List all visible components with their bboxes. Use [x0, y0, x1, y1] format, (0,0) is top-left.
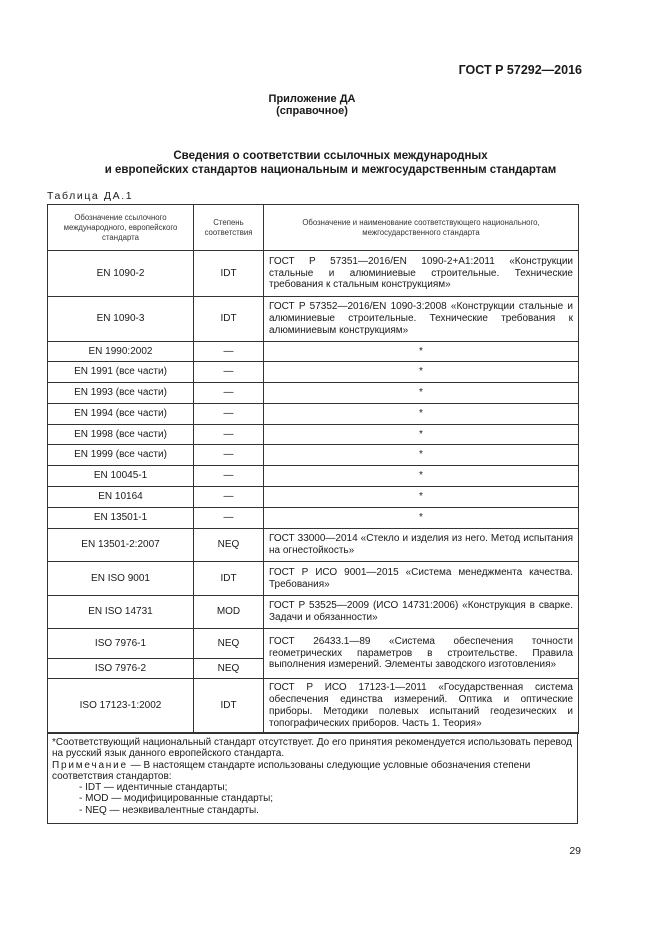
national-cell: *	[264, 466, 579, 487]
national-cell: *	[264, 362, 579, 383]
degree-cell: —	[194, 445, 264, 466]
national-cell: *	[264, 342, 579, 362]
national-cell: *	[264, 487, 579, 508]
national-cell: ГОСТ 33000—2014 «Стекло и изделия из него. Метод испытания на огнестойкость»	[264, 529, 579, 562]
table-row	[48, 445, 579, 466]
degree-cell: —	[194, 342, 264, 362]
degree-cell: —	[194, 383, 264, 404]
table-label: Таблица ДА.1	[47, 190, 134, 202]
national-cell: ГОСТ 26433.1—89 «Система обеспечения точности геометрических параметров в строительстве. Правила выполнения измерений. Элементы заводского изготовления»	[264, 629, 579, 679]
reference-cell: EN 1993 (все части)	[48, 383, 194, 404]
table-row	[48, 679, 579, 734]
note-paragraph	[52, 760, 573, 783]
list-item: - NEQ — неэквивалентные стандарты.	[79, 804, 259, 816]
degree-cell: —	[194, 425, 264, 445]
table-footnote	[47, 737, 578, 816]
degree-cell: IDT	[194, 562, 264, 596]
national-cell: *	[264, 425, 579, 445]
national-cell: ГОСТ Р 53525—2009 (ИСО 14731:2006) «Конструкция в сварке. Задачи и обязанности»	[264, 596, 579, 629]
reference-cell: EN 13501-2:2007	[48, 529, 194, 562]
reference-cell: EN 1990:2002	[48, 342, 194, 362]
reference-cell: EN 1090-2	[48, 251, 194, 297]
national-cell: *	[264, 383, 579, 404]
note-list	[52, 782, 573, 816]
table-row	[48, 596, 579, 629]
reference-cell: EN 10045-1	[48, 466, 194, 487]
section-heading	[0, 149, 661, 177]
degree-cell: IDT	[194, 251, 264, 297]
national-cell: *	[264, 445, 579, 466]
column-header-degree: Степень соответствия	[194, 205, 264, 251]
table-row	[48, 297, 579, 342]
reference-cell: EN 10164	[48, 487, 194, 508]
table-header-row	[48, 205, 579, 251]
national-cell: ГОСТ Р ИСО 9001—2015 «Система менеджмента качества. Требования»	[264, 562, 579, 596]
degree-cell: —	[194, 466, 264, 487]
table-row	[48, 508, 579, 529]
reference-cell: EN 1998 (все части)	[48, 425, 194, 445]
reference-cell: EN ISO 14731	[48, 596, 194, 629]
degree-cell: —	[194, 508, 264, 529]
reference-cell: ISO 7976-2	[48, 659, 194, 679]
degree-cell: NEQ	[194, 529, 264, 562]
table-row	[48, 362, 579, 383]
document-code: ГОСТ Р 57292—2016	[458, 63, 582, 77]
reference-cell: EN 1090-3	[48, 297, 194, 342]
reference-cell: ISO 7976-1	[48, 629, 194, 659]
column-header-reference: Обозначение ссылочного международного, европейского стандарта	[48, 205, 194, 251]
reference-cell: EN 1991 (все части)	[48, 362, 194, 383]
national-cell: ГОСТ Р 57352—2016/EN 1090-3:2008 «Конструкции стальные и алюминиевые строительные. Технические требования к алюминиевым конструкциям»	[264, 297, 579, 342]
national-cell: ГОСТ Р 57351—2016/EN 1090-2+A1:2011 «Конструкции стальные и алюминиевые строительные. Технические требования к стальным конструкциям»	[264, 251, 579, 297]
reference-cell: EN 1994 (все части)	[48, 404, 194, 425]
degree-cell: IDT	[194, 297, 264, 342]
table-row	[48, 404, 579, 425]
annex-title: Приложение ДА	[268, 93, 356, 105]
table-row	[48, 529, 579, 562]
note-text: — В настоящем стандарте использованы следующие условные обозначения степени соответствия стандартов:	[52, 759, 531, 782]
table-row	[48, 342, 579, 362]
annex-subtitle: (справочное)	[276, 105, 348, 117]
table-row	[48, 251, 579, 297]
reference-cell: EN 13501-1	[48, 508, 194, 529]
page-number: 29	[569, 845, 581, 857]
list-item: - MOD — модифицированные стандарты;	[79, 793, 274, 805]
heading-line-2: и европейских стандартов национальным и межгосударственным стандартам	[104, 164, 557, 176]
table-row	[48, 466, 579, 487]
degree-cell: —	[194, 404, 264, 425]
note-label: Примечание	[52, 759, 128, 771]
table-row	[48, 383, 579, 404]
table-row	[48, 629, 579, 659]
degree-cell: IDT	[194, 679, 264, 734]
asterisk-note: *Соответствующий национальный стандарт отсутствует. До его принятия рекомендуется использовать перевод на русский язык данного европейского стандарта.	[52, 737, 572, 760]
table-row	[48, 487, 579, 508]
degree-cell: —	[194, 487, 264, 508]
national-cell: *	[264, 404, 579, 425]
degree-cell: MOD	[194, 596, 264, 629]
national-cell: ГОСТ Р ИСО 17123-1—2011 «Государственная система обеспечения единства измерений. Оптика и оптические приборы. Методики полевых испытаний геодезических и топографических приборов. Часть 1. Теория»	[264, 679, 579, 734]
reference-cell: ISO 17123-1:2002	[48, 679, 194, 734]
national-cell: *	[264, 508, 579, 529]
reference-cell: EN ISO 9001	[48, 562, 194, 596]
column-header-national: Обозначение и наименование соответствующего национального, межгосударственного стандарта	[264, 205, 579, 251]
degree-cell: NEQ	[194, 629, 264, 659]
table-row	[48, 425, 579, 445]
table-row	[48, 562, 579, 596]
heading-line-1: Сведения о соответствии ссылочных международных	[173, 150, 488, 162]
list-item: - IDT — идентичные стандарты;	[79, 782, 228, 794]
degree-cell: —	[194, 362, 264, 383]
reference-cell: EN 1999 (все части)	[48, 445, 194, 466]
degree-cell: NEQ	[194, 659, 264, 679]
correspondence-table	[47, 204, 578, 734]
